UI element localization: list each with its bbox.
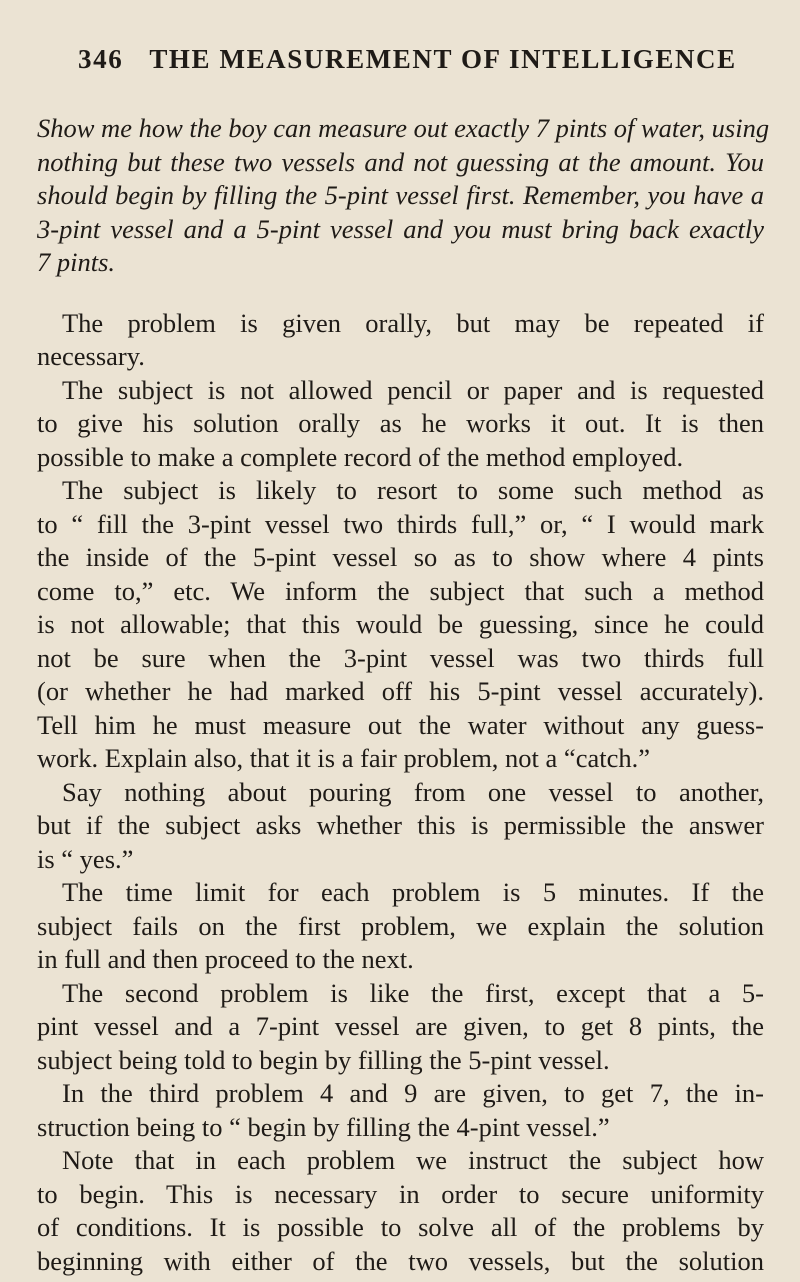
paragraph-gap	[37, 280, 764, 307]
text-line: of conditions. It is possible to solve all of the problems by	[37, 1212, 764, 1242]
text-line: possible to make a complete record of the method employed.	[37, 441, 684, 472]
text-line: The second problem is like the first, except that a 5-	[62, 977, 764, 1008]
text-line: the inside of the 5-pint vessel so as to show where 4 pints	[37, 542, 764, 572]
text-line: necessary.	[37, 341, 145, 371]
text-line: Note that in each problem we instruct the subject how	[62, 1145, 764, 1175]
text-line: subject fails on the first problem, we explain the solution	[37, 910, 764, 941]
paragraph	[37, 474, 764, 776]
text-line: Show me how the boy can measure out exactly 7 pints of water, using	[37, 113, 770, 143]
text-line: (or whether he had marked off his 5-pint vessel accurately).	[37, 676, 764, 706]
text-line: nothing but these two vessels and not guessing at the amount. You	[37, 146, 764, 177]
text-line: Tell him he must measure out the water without any guess-	[37, 709, 764, 740]
text-line: come to,” etc. We inform the subject that such a method	[37, 575, 764, 606]
text-line: The problem is given orally, but may be repeated if	[62, 307, 764, 338]
page-number: 346	[78, 44, 124, 74]
text-line: but if the subject asks whether this is permissible the answer	[37, 810, 764, 840]
body-text	[37, 112, 770, 1278]
paragraph	[37, 1144, 764, 1278]
running-head	[78, 44, 737, 75]
text-line: 3-pint vessel and a 5-pint vessel and you must bring back exactly	[37, 213, 764, 244]
text-line: The subject is likely to resort to some such method as	[62, 475, 764, 505]
text-line: should begin by filling the 5-pint vessel first. Remember, you have a	[37, 180, 764, 210]
text-line: subject being told to begin by filling the 5-pint vessel.	[37, 1044, 610, 1075]
paragraph	[37, 977, 764, 1078]
text-line: 7 pints.	[37, 247, 116, 277]
text-line: pint vessel and a 7-pint vessel are given, to get 8 pints, the	[37, 1011, 764, 1041]
text-line: The time limit for each problem is 5 minutes. If the	[62, 877, 764, 907]
paragraph	[37, 876, 764, 977]
paragraph	[37, 1077, 764, 1144]
text-line: Say nothing about pouring from one vessel to another,	[62, 776, 764, 807]
text-line: not be sure when the 3-pint vessel was two thirds full	[37, 642, 764, 673]
text-line: is “ yes.”	[37, 843, 134, 874]
running-title: THE MEASUREMENT OF INTELLIGENCE	[149, 44, 737, 74]
text-line: beginning with either of the two vessels, but the solution	[37, 1245, 764, 1276]
text-line: to “ fill the 3-pint vessel two thirds full,” or, “ I would mark	[37, 508, 764, 539]
instruction-block	[37, 112, 770, 280]
text-line: work. Explain also, that it is a fair problem, not a “catch.”	[37, 743, 650, 773]
text-line: to give his solution orally as he works it out. It is then	[37, 408, 764, 438]
text-line: The subject is not allowed pencil or paper and is requested	[62, 374, 764, 405]
text-line: struction being to “ begin by filling the 4-pint vessel.”	[37, 1111, 610, 1142]
paragraph	[37, 374, 764, 475]
text-line: in full and then proceed to the next.	[37, 944, 414, 974]
paragraph	[37, 307, 764, 374]
paragraph	[37, 776, 764, 877]
text-line: is not allowable; that this would be guessing, since he could	[37, 609, 764, 639]
text-line: to begin. This is necessary in order to secure uniformity	[37, 1178, 764, 1209]
text-line: In the third problem 4 and 9 are given, to get 7, the in-	[62, 1078, 764, 1108]
